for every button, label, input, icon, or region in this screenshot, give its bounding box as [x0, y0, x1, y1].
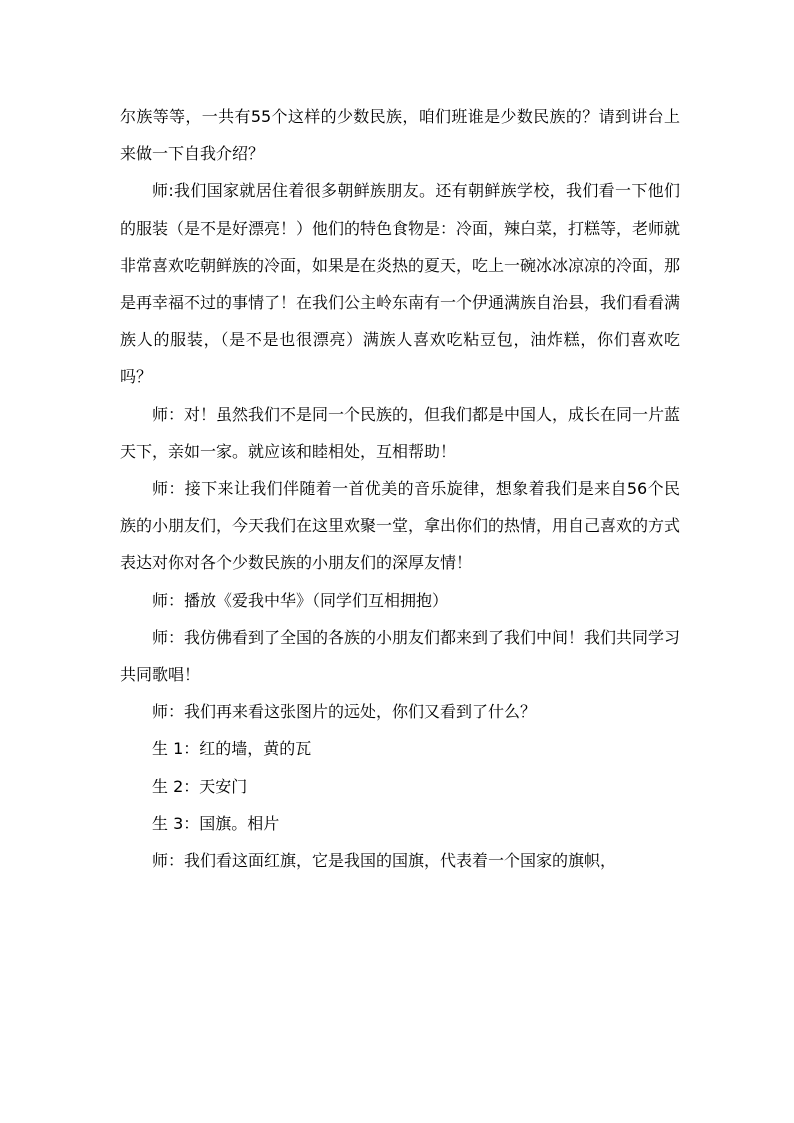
- paragraph-student-3: 生 3：国旗。相片: [152, 813, 280, 833]
- paragraph-teacher-korean: 师:我们国家就居住着很多朝鲜族朋友。还有朝鲜族学校，我们看一下他们的服装（是不是好漂亮！）他们的特色食物是：冷面，辣白菜，打糕等，老师就非常喜欢吃朝鲜族的冷面，如果是在炎热的夏天，吃上一碗冰冰凉凉的冷面，那是再幸福不过的事情了！在我们公主岭东南有一个伊通满族自治县，我们看看满族人的服装，（是不是也很漂亮）满族人喜欢吃粘豆包，油炸糕，你们喜欢吃吗？: [120, 181, 681, 387]
- paragraph-continuation: 尔族等等，一共有55个这样的少数民族，咱们班谁是少数民族的？请到讲台上来做一下自我介绍？: [120, 107, 680, 164]
- paragraph-teacher-unity: 师：对！虽然我们不是同一个民族的，但我们都是中国人，成长在同一片蓝 天下，亲如一家。就应该和睦相处，互相帮助！: [120, 404, 681, 461]
- paragraph-teacher-flag: 师：我们看这面红旗，它是我国的国旗，代表着一个国家的旗帜，: [152, 851, 617, 871]
- paragraph-teacher-music: 师：接下来让我们伴随着一首优美的音乐旋律，想象着我们是来自56个民 族的小朋友们，今天我们在这里欢聚一堂，拿出你们的热情，用自己喜欢的方式表达对你对各个少数民族的小朋友们的深厚友情！: [120, 479, 681, 573]
- paragraph-teacher-question: 师：我们再来看这张图片的远处，你们又看到了什么？: [152, 702, 537, 722]
- paragraph-teacher-song: 师：播放《爱我中华》（同学们互相拥抱）: [152, 590, 449, 610]
- document-body: [120, 98, 680, 879]
- paragraph-student-1: 生 1：红的墙，黄的瓦: [152, 739, 312, 759]
- paragraph-student-2: 生 2：天安门: [152, 776, 248, 796]
- paragraph-teacher-together: 师：我仿佛看到了全国的各族的小朋友们都来到了我们中间！我们共同学习 共同歌唱！: [120, 627, 681, 685]
